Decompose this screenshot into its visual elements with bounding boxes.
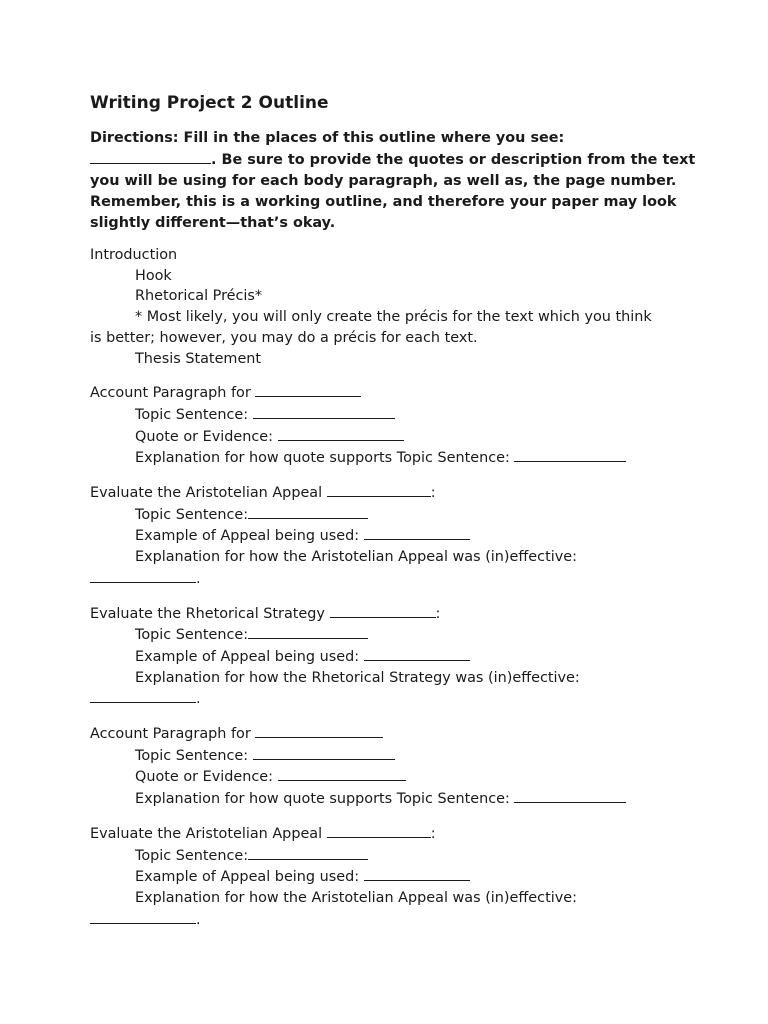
account-heading: Account Paragraph for	[90, 723, 710, 745]
blank-line	[248, 845, 368, 860]
account-section-2	[90, 723, 710, 810]
appeal-heading: Evaluate the Aristotelian Appeal :	[90, 482, 710, 504]
appeal-section-2	[90, 823, 710, 931]
blank-line	[327, 823, 431, 838]
hook-item: Hook	[135, 267, 172, 284]
topic-sentence-item: Topic Sentence:	[90, 845, 710, 867]
quote-evidence-item: Quote or Evidence:	[90, 426, 710, 448]
example-item: Example of Appeal being used:	[90, 525, 710, 547]
blank-line	[514, 788, 626, 803]
strategy-section-1	[90, 603, 710, 711]
account-heading: Account Paragraph for	[90, 382, 710, 404]
blank-line	[330, 603, 436, 618]
explanation-item: Explanation for how quote supports Topic Sentence:	[90, 788, 710, 810]
document-title: Writing Project 2 Outline	[90, 93, 329, 113]
blank-line	[255, 723, 383, 738]
introduction-heading: Introduction	[90, 247, 178, 263]
account-section-1	[90, 382, 710, 469]
explanation-blank: .	[90, 568, 710, 590]
explanation-blank: .	[90, 688, 710, 710]
explanation-item: Explanation for how the Rhetorical Strategy was (in)effective:	[135, 669, 580, 686]
topic-sentence-item: Topic Sentence:	[90, 504, 710, 526]
blank-line	[90, 688, 196, 703]
example-item: Example of Appeal being used:	[90, 866, 710, 888]
topic-sentence-item: Topic Sentence:	[90, 624, 710, 646]
explanation-item: Explanation for how the Aristotelian Appeal was (in)effective:	[135, 889, 577, 906]
explanation-blank: .	[90, 909, 710, 931]
precis-item: Rhetorical Précis*	[135, 288, 263, 305]
directions-text: . Be sure to provide the quotes or description from the text you will be using for each body paragraph, as well as, the page number. Remember, this is a working outline, and therefore your paper may look slightly different—that’s okay.	[90, 152, 696, 231]
blank-line	[514, 447, 626, 462]
blank-line	[90, 568, 196, 583]
strategy-heading: Evaluate the Rhetorical Strategy :	[90, 603, 710, 625]
appeal-heading: Evaluate the Aristotelian Appeal :	[90, 823, 710, 845]
quote-evidence-item: Quote or Evidence:	[90, 766, 710, 788]
blank-line	[364, 646, 470, 661]
topic-sentence-item: Topic Sentence:	[90, 404, 710, 426]
blank-line	[253, 404, 395, 419]
directions-paragraph	[90, 128, 710, 234]
blank-line	[248, 504, 368, 519]
blank-line	[278, 766, 406, 781]
blank-line	[90, 149, 211, 164]
explanation-item: Explanation for how quote supports Topic Sentence:	[90, 447, 710, 469]
directions-lead: Directions: Fill in the places of this outline where you see:	[90, 130, 565, 146]
appeal-section-1	[90, 482, 710, 590]
thesis-item: Thesis Statement	[135, 350, 262, 367]
introduction-section	[90, 245, 710, 369]
blank-line	[327, 482, 431, 497]
blank-line	[278, 426, 404, 441]
blank-line	[364, 866, 470, 881]
blank-line	[364, 525, 470, 540]
precis-note: * Most likely, you will only create the précis for the text which you think	[135, 309, 652, 326]
topic-sentence-item: Topic Sentence:	[90, 745, 710, 767]
blank-line	[90, 909, 196, 924]
document-page	[90, 92, 710, 943]
precis-note-continued: is better; however, you may do a précis for each text.	[90, 329, 478, 346]
blank-line	[253, 745, 395, 760]
example-item: Example of Appeal being used:	[90, 646, 710, 668]
explanation-item: Explanation for how the Aristotelian Appeal was (in)effective:	[135, 549, 577, 566]
blank-line	[255, 382, 361, 397]
blank-line	[248, 624, 368, 639]
